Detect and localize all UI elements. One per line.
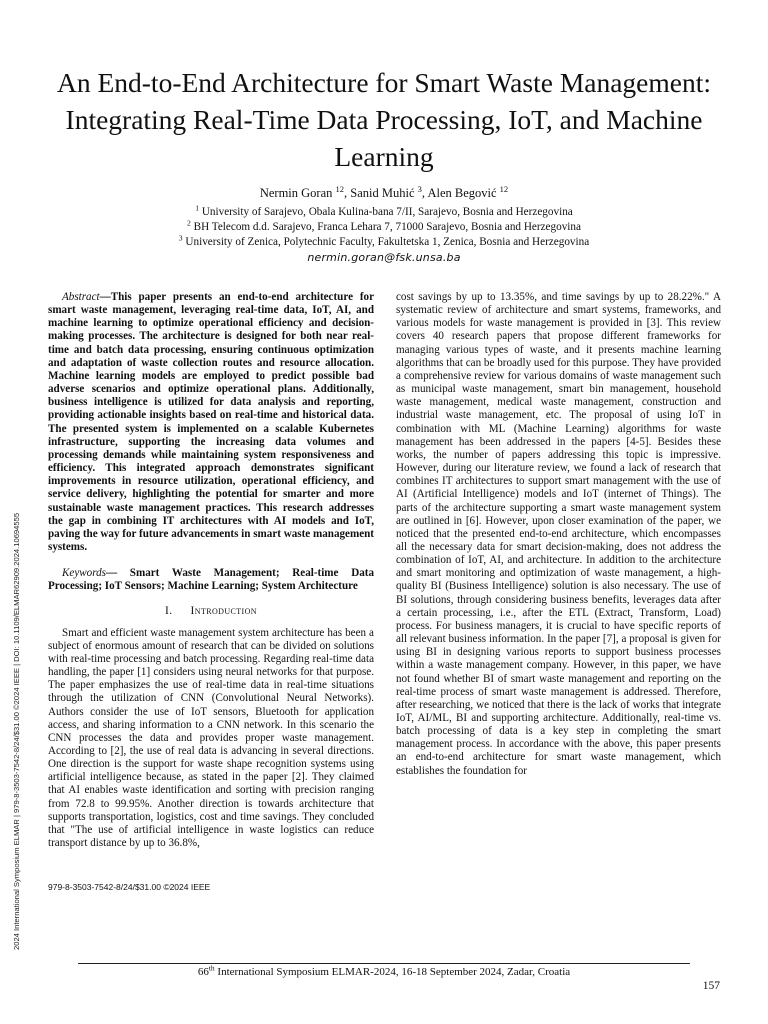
affiliation-line — [40, 220, 728, 234]
body-paragraph: Smart and efficient waste management system architecture has been a subject of enormous amount of research that can be divided on solutions with real-time processing and batch processing. Regarding real-time data handling, the paper [1] considers using neural networks for that purpose. The paper emphasizes the use of real-time data in real-time situations through the utilization of CNN (Convolutional Neural Networks). Authors consider the use of IoT sensors, Bluetooth for application access, and sharing information to a CNN network. In this scenario the CNN processes the data and provides proper waste management. According to [2], the use of real data is advancing in several directions. One direction is the support for waste shape recognition systems using artificial intelligence because, as stated in the paper [2]. They claimed that AI enables waste identification and sorting with precision ranging from 72.8 to 99.95%. Another direction is towards architecture that supports transportation, logistics, cost and time savings. They concluded that "The use of artificial intelligence in waste logistics can reduce transport distance by up to 36.8%, — [48, 626, 374, 850]
section-title: Introduction — [190, 605, 257, 618]
copyright-notice: 979-8-3503-7542-8/24/$31.00 ©2024 IEEE — [48, 882, 211, 892]
contact-email[interactable]: nermin.goran@fsk.unsa.ba — [307, 251, 461, 264]
footer-divider — [78, 963, 690, 964]
paper-title: An End-to-End Architecture for Smart Waste Management: Integrating Real-Time Data Processing, IoT, and Machine Learning — [56, 67, 712, 172]
section-number: I. — [165, 605, 173, 618]
sidebar-citation: 2024 International Symposium ELMAR | 979-8-3503-7542-8/24/$31.00 ©2024 IEEE | DOI: 10.1109/ELMAR62909.2024.10694555 — [12, 512, 21, 950]
affiliation-text: University of Zenica, Polytechnic Faculty, Fakultetska 1, Zenica, Bosnia and Herzegovina — [182, 236, 590, 248]
author-name: Alen Begović — [427, 186, 500, 200]
right-column — [396, 291, 721, 778]
author-list — [40, 185, 728, 201]
affiliation-text: BH Telecom d.d. Sarajevo, Franca Lehara 7, 71000 Sarajevo, Bosnia and Herzegovina — [190, 221, 581, 233]
affiliation-mark: 2 — [187, 218, 191, 228]
affiliation-mark: 1 — [195, 203, 200, 213]
author-affiliation-mark: 12 — [335, 183, 345, 194]
keywords-label: Keywords — [62, 567, 106, 580]
section-heading — [48, 605, 374, 618]
affiliation-line — [40, 235, 728, 249]
abstract-label: Abstract — [62, 291, 100, 303]
body-paragraph: cost savings by up to 13.35%, and time savings by up to 28.22%." A systematic review of architecture and smart systems, frameworks, and various models for waste management is provided in [3]. This review covers 40 research papers that propose different frameworks for managing various types of waste, and it presents machine learning algorithms that can be broadly used for this purpose. They have provided a comprehensive review for various domains of waste management such as municipal waste management, smart bin management, household waste management, medical waste management, construction and industrial waste management, etc. The proposal of using IoT in combination with ML (Machine Learning) algorithms for waste management has been addressed in the papers [4-5]. Besides these works, the number of papers addressing this topic is impressive. However, during our literature review, we found a lack of research that combines IT architectures to support smart management with the use of AI (Artificial Intelligence) models and IoT (internet of Things). The parts of the architecture supporting a smart waste management system are outlined in [6]. However, upon closer examination of the paper, we noticed that the presented end-to-end architecture, which encompasses all the necessary data for smart decision-making, does not address the combination of IoT, AI, and architecture. In addition to the architecture and smart monitoring and optimization of waste management, a high-quality BI (Business Intelligence) solution is also necessary. The use of BI solutions, through considering business benefits, leverages data after a certain processing, i.e., after the ETL (Extract, Transform, Load) process. For business managers, it is crucial to have specific reports of all relevant business information. In the paper [7], a proposal is given for using BI in designing various reports to support business processes within a waste management company. However, in this paper, we have not found whether BI of smart waste management and reporting on the real-time process of smart waste management is addressed. Therefore, after researching, we noticed that there is the lack of works that integrate IoT, AI/ML, BI and supporting architecture. Additionally, real-time vs. batch processing of data is a key step in completing the smart management process. In accordance with the above, this paper presents an end-to-end architecture for smart waste management, which establishes the foundation for — [396, 291, 721, 777]
affiliation-mark: 3 — [178, 233, 183, 243]
author-affiliation-mark: 12 — [499, 183, 509, 194]
affiliation-text: University of Sarajevo, Obala Kulina-bana 7/II, Sarajevo, Bosnia and Herzegovina — [199, 206, 573, 218]
left-column — [48, 291, 374, 850]
affiliation-line — [40, 205, 728, 219]
author-name: Nermin Goran — [259, 186, 336, 200]
keywords — [48, 567, 374, 593]
abstract-text: —This paper presents an end-to-end architecture for smart waste management, leveraging real-time data, IoT, AI, and machine learning to optimize operational efficiency and decision-making processes. The architecture is designed for both near real-time and batch data processing, ensuring continuous optimization and adaptation of waste collection routes and resource allocation. Machine learning models are employed to predict possible bad adverse scenarios and optimize operational plans. Additionally, business intelligence is utilized for data analysis and reporting, providing actionable insights based on real-time and historical data. The presented system is implemented on a scalable Kubernetes infrastructure, supporting the increasing data volumes and processing demands while maintaining system responsiveness and efficiency. This integrated approach demonstrates significant improvements in resource utilization, operational efficiency, and service delivery, highlighting the potential for smarter and more sustainable waste management practices. This research addresses the gap in combining IT architectures with AI models and IoT, paving the way for future advancements in smart waste management systems. — [48, 291, 374, 553]
footer-ordinal-suffix: th — [208, 963, 215, 973]
footer-ordinal: 66 — [197, 966, 209, 978]
footer-text — [78, 963, 690, 978]
author-separator: , — [344, 186, 351, 200]
page-number: 157 — [702, 980, 720, 992]
author-name: Sanid Muhić — [350, 186, 418, 200]
author-separator: , — [421, 186, 428, 200]
keywords-text: — Smart Waste Management; Real-time Data Processing; IoT Sensors; Machine Learning; System Architecture — [48, 567, 374, 593]
abstract — [48, 291, 374, 554]
author-affiliation-mark: 3 — [417, 183, 422, 194]
footer-conference: International Symposium ELMAR-2024, 16-18 September 2024, Zadar, Croatia — [214, 966, 571, 978]
